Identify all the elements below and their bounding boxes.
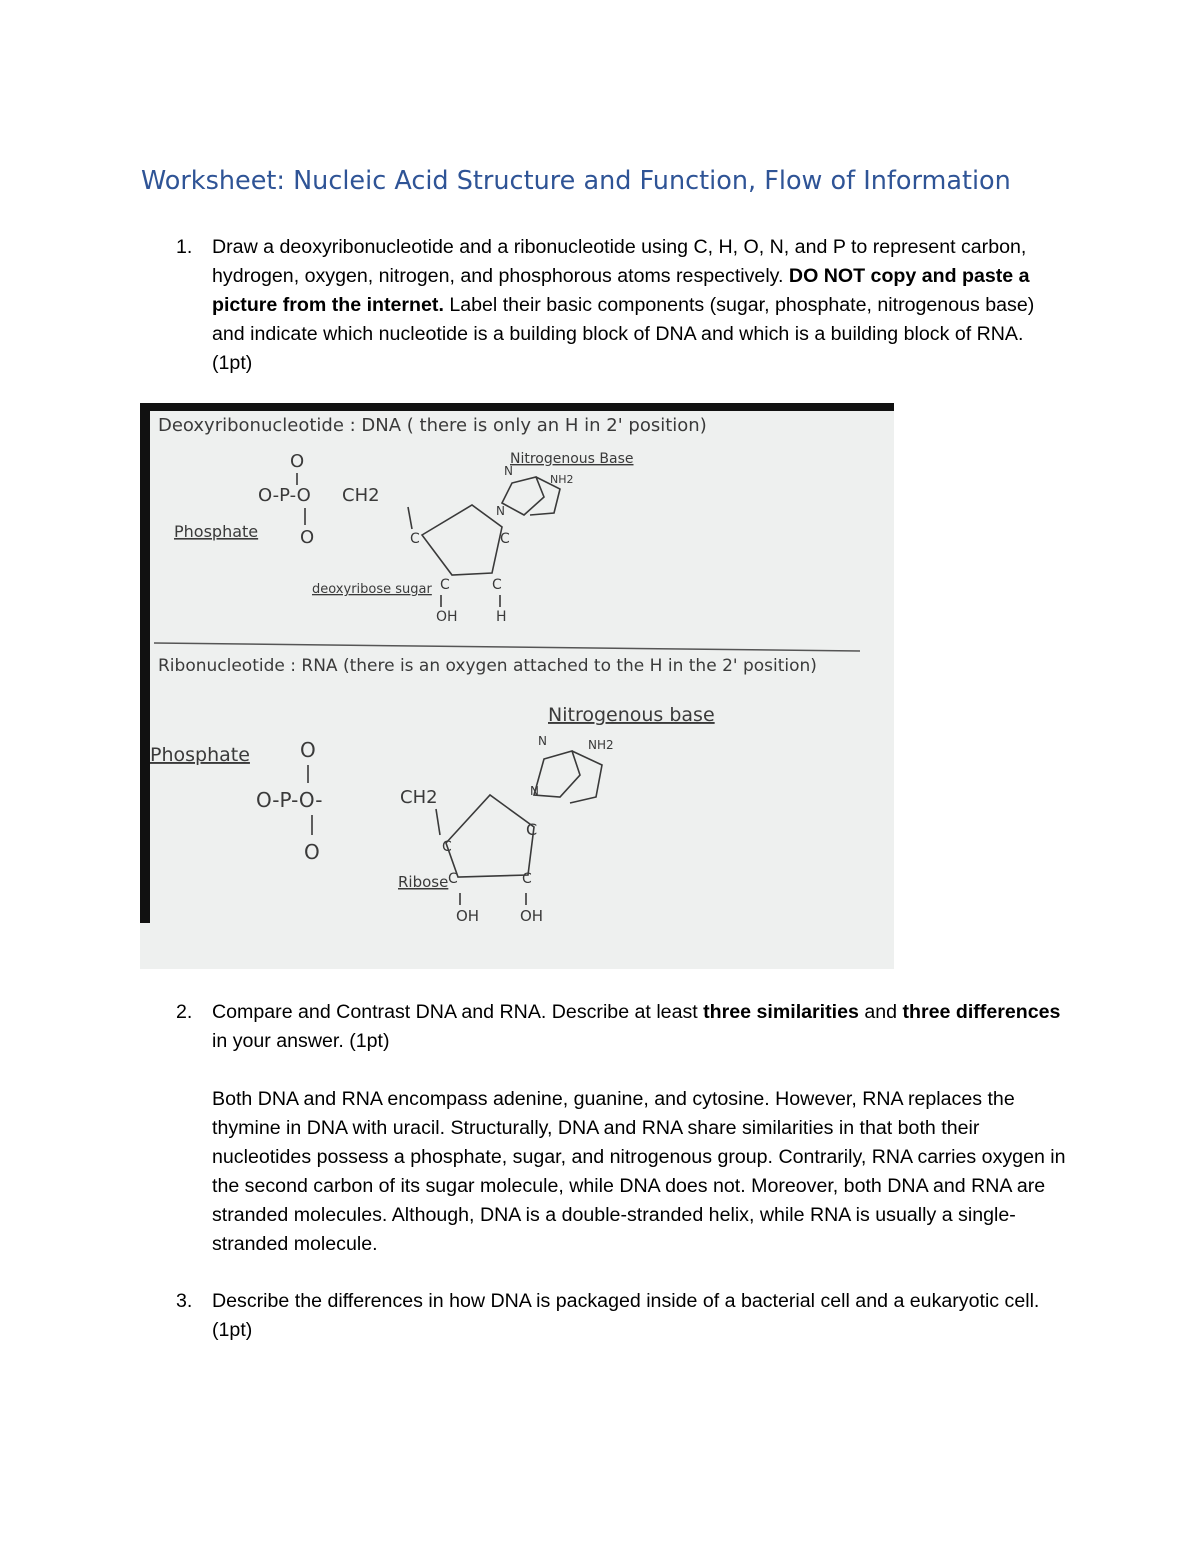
- atom-label: C: [500, 531, 510, 547]
- question-text-part: Compare and Contrast DNA and RNA. Describe at least: [212, 1001, 704, 1023]
- question-text-part: Draw a deoxyribonucleotide and a ribonucleotide using C, H, O, N, and P to represent carbon, hydrogen, oxygen, nitrogen, and phosphorous atoms respectively.: [212, 236, 1027, 287]
- atom-label: OH: [456, 907, 480, 925]
- question-2: [176, 998, 1062, 1056]
- atom-label: C: [440, 577, 450, 593]
- question-text: Describe the differences in how DNA is packaged inside of a bacterial cell and a eukaryotic cell. (1pt): [212, 1290, 1040, 1341]
- rna-phosphate-label: Phosphate: [150, 744, 250, 766]
- dna-phosphate-label: Phosphate: [174, 522, 259, 541]
- question-number: 3.: [176, 1290, 193, 1312]
- atom-label: NH2: [588, 738, 614, 752]
- dna-header: Deoxyribonucleotide : DNA ( there is only an H in 2' position): [158, 415, 707, 436]
- atom-label: CH2: [342, 485, 380, 506]
- atom-label: O-P-O-: [256, 788, 323, 812]
- handwritten-drawing-photo: [140, 403, 894, 969]
- question-1: [176, 233, 1062, 378]
- atom-label: C: [410, 531, 420, 547]
- atom-label: N: [504, 464, 513, 478]
- question-bold-part: three similarities: [703, 1001, 859, 1023]
- atom-label: O: [300, 738, 316, 762]
- atom-label: NH2: [550, 473, 574, 486]
- rna-sugar-label: Ribose: [398, 873, 449, 891]
- atom-label: H: [496, 609, 507, 625]
- atom-label: N: [538, 734, 547, 748]
- question-bold-part: three differences: [902, 1001, 1061, 1023]
- atom-label: C: [448, 871, 458, 887]
- atom-label: N: [496, 504, 505, 518]
- answer-2: Both DNA and RNA encompass adenine, guanine, and cytosine. However, RNA replaces the thymine in DNA with uracil. Structurally, DNA and RNA share similarities in that both their nucleotides possess a phosphate, sugar, and nitrogenous group. Contrarily, RNA carries oxygen in the second carbon of its sugar molecule, while DNA does not. Moreover, both DNA and RNA are stranded molecules. Although, DNA is a double-stranded helix, while RNA is usually a single-stranded molecule.: [212, 1088, 1066, 1255]
- rna-base-label: Nitrogenous base: [548, 704, 715, 726]
- atom-label: N: [530, 784, 539, 798]
- page-title: Worksheet: Nucleic Acid Structure and Function, Flow of Information: [141, 166, 1011, 196]
- question-text-part: in your answer. (1pt): [212, 1030, 390, 1052]
- atom-label: C: [522, 871, 532, 887]
- question-number: 2.: [176, 1001, 193, 1023]
- question-text: [212, 998, 1062, 1056]
- atom-label: O: [290, 451, 305, 472]
- question-bold-part: DO NOT copy and paste a picture from the internet.: [212, 265, 1030, 316]
- atom-label: OH: [436, 609, 458, 625]
- atom-label: OH: [520, 907, 544, 925]
- question-number: 1.: [176, 236, 193, 258]
- atom-label: O-P-O: [258, 485, 311, 506]
- atom-label: CH2: [400, 787, 438, 808]
- atom-label: O: [304, 840, 320, 864]
- question-text: [212, 233, 1062, 378]
- dna-sugar-label: deoxyribose sugar: [312, 582, 432, 597]
- question-text-part: and: [858, 1001, 903, 1023]
- question-3: [176, 1287, 1062, 1345]
- dna-base-label: Nitrogenous Base: [510, 451, 634, 467]
- atom-label: O: [300, 527, 315, 548]
- question-text-part: Label their basic components (sugar, phosphate, nitrogenous base) and indicate which nucleotide is a building block of DNA and which is a building block of RNA. (1pt): [212, 294, 1035, 374]
- rna-header: Ribonucleotide : RNA (there is an oxygen attached to the H in the 2' position): [158, 656, 817, 676]
- atom-label: C: [442, 839, 452, 855]
- atom-label: C: [492, 577, 502, 593]
- atom-label: C: [526, 820, 538, 839]
